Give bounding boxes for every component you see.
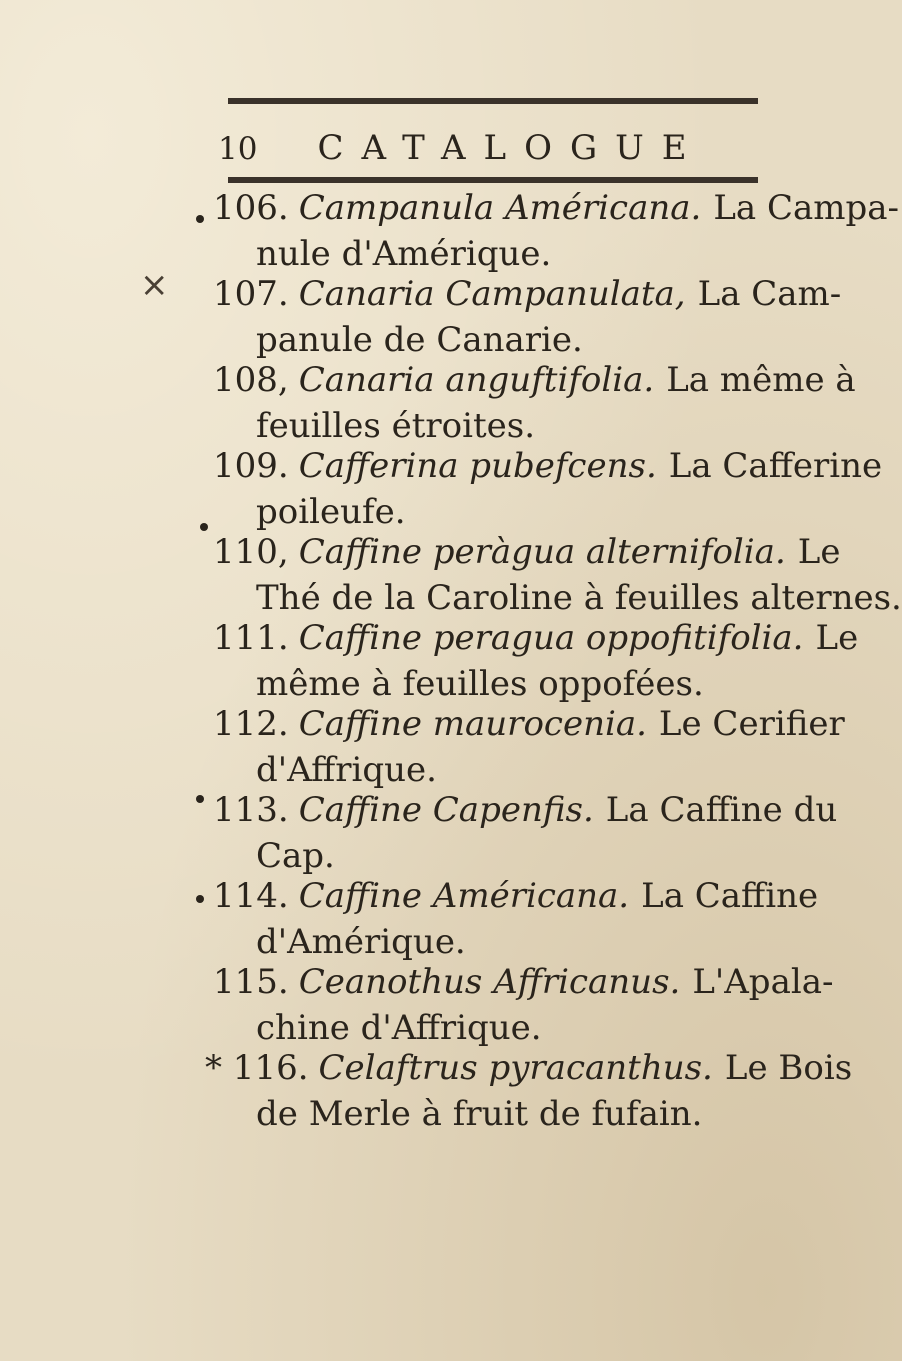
entry-french-continuation: d'Affrique. (256, 750, 437, 790)
entry-number: 114. (213, 876, 289, 916)
margin-dot (196, 795, 204, 803)
entry-latin-name: Caffine peràgua alternifolia. (298, 532, 786, 572)
entry-latin-name: Canaria Campanulata, (298, 274, 686, 314)
entry-french-continuation: chine d'Affrique. (256, 1008, 542, 1048)
entry-french-name: La même à (666, 360, 856, 400)
entry-number: 106. (213, 188, 289, 228)
entry-french-name: La Caffine (641, 876, 819, 916)
entry-french-continuation: poileufe. (256, 492, 406, 532)
entry-latin-name: Caffine peragua oppofitifolia. (298, 618, 804, 658)
margin-cross-mark: × (140, 265, 169, 305)
page-number: 10 (218, 131, 258, 167)
header-rule-bottom (228, 177, 758, 183)
entry-latin-name: Cafferina pubefcens. (298, 446, 657, 486)
entry-french-continuation: nule d'Amérique. (256, 234, 552, 274)
entry-french-name: L'Apala- (692, 962, 834, 1002)
entry-latin-name: Caffine Américana. (298, 876, 630, 916)
entry-number: 113. (213, 790, 289, 830)
entry-french-name: Le (815, 618, 859, 658)
margin-dot (196, 895, 204, 903)
header-rule-top (228, 98, 758, 104)
entry-french-name: Le Bois (724, 1048, 853, 1088)
entry-latin-name: Campanula Américana. (298, 188, 702, 228)
entry-latin-name: Ceanothus Affricanus. (298, 962, 681, 1002)
entry-french-continuation: panule de Canarie. (256, 320, 583, 360)
entry-french-name: La Caffine du (605, 790, 838, 830)
margin-dot (196, 215, 204, 223)
page-header (218, 128, 778, 168)
entry-french-name: Le Cerifier (658, 704, 845, 744)
entry-french-name: La Cafferine (668, 446, 883, 486)
entry-number: 107. (213, 274, 289, 314)
entry-french-name: Le (797, 532, 841, 572)
entry-french-continuation: Thé de la Caroline à feuilles alternes. (256, 578, 902, 618)
entry-french-continuation: Cap. (256, 836, 335, 876)
entry-latin-name: Canaria anguftifolia. (298, 360, 655, 400)
entry-latin-name: Celaftrus pyracanthus. (318, 1048, 713, 1088)
entry-number: * 116. (205, 1048, 309, 1088)
entry-french-continuation: même à feuilles oppofées. (256, 664, 704, 704)
running-title: CATALOGUE (317, 128, 705, 168)
entry-number: 111. (213, 618, 289, 658)
entry-number: 112. (213, 704, 289, 744)
entry-number: 109. (213, 446, 289, 486)
entry-french-continuation: feuilles étroites. (256, 406, 536, 446)
entry-french-continuation: d'Amérique. (256, 922, 466, 962)
entry-number: 115. (213, 962, 289, 1002)
entry-french-continuation: de Merle à fruit de fufain. (256, 1094, 703, 1134)
entry-french-name: La Campa- (713, 188, 900, 228)
entry-latin-name: Caffine maurocenia. (298, 704, 647, 744)
entry-number: 110, (213, 532, 289, 572)
entry-french-name: La Cam- (697, 274, 842, 314)
entry-latin-name: Caffine Capenfis. (298, 790, 594, 830)
entry-number: 108, (213, 360, 289, 400)
margin-dot (200, 523, 208, 531)
